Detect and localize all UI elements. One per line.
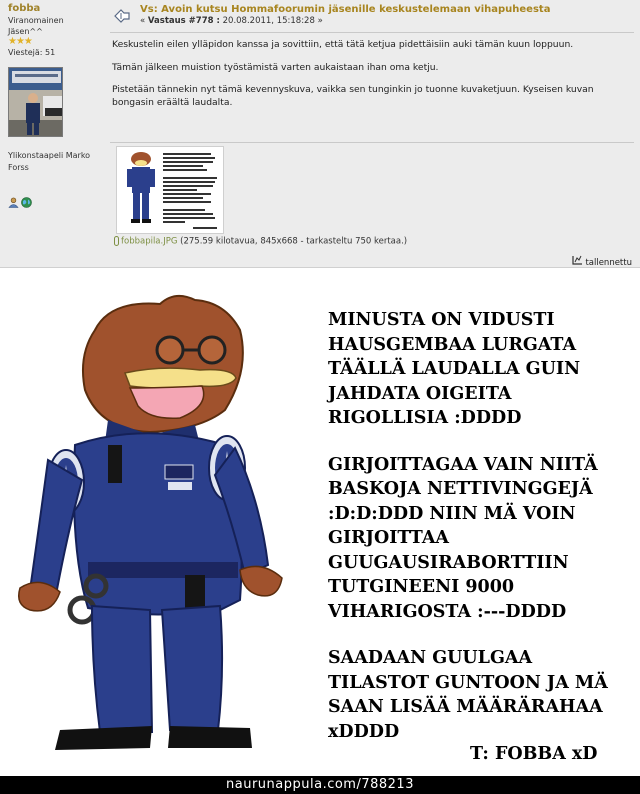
avatar: [8, 67, 63, 137]
save-icon: [572, 258, 586, 268]
meme-line: xDDDD: [328, 721, 400, 742]
meme-line: SAAN LISÄÄ MÄÄRÄRAHAA: [328, 697, 603, 717]
attachment-link[interactable]: fobbapila.JPG: [121, 236, 178, 247]
globe-icon[interactable]: [21, 193, 32, 212]
meme-line: SAADAAN GUULGAA: [328, 648, 533, 668]
post-reply-number: Vastaus #778 :: [147, 16, 220, 26]
meme-image: [0, 270, 640, 776]
meme-line: :D:D:DDD NIIN MÄ VOIN: [328, 503, 576, 524]
save-link[interactable]: [572, 255, 632, 268]
attachment-details: (275.59 kilotavua, 845x668 - tarkasteltu 750 kertaa.): [177, 236, 408, 247]
meme-line: RIGOLLISIA :DDDD: [328, 408, 522, 428]
meme-line: GIRJOITTAGAA VAIN NIITÄ: [328, 454, 598, 475]
watermark-footer: naurunappula.com/788213: [0, 776, 640, 794]
attachment-thumbnail[interactable]: [116, 146, 224, 234]
attachment-info: [114, 236, 407, 247]
meme-line: MINUSTA ON VIDUSTI: [328, 310, 555, 330]
poster-personal-text: Ylikonstaapeli Marko Forss: [8, 151, 91, 172]
meme-line: TUTGINEENI 9000: [328, 577, 515, 597]
post-subject-link[interactable]: Vs: Avoin kutsu Hommafoorumin jäsenille keskustelemaan vihapuheesta: [140, 4, 551, 15]
poster-username[interactable]: fobba: [8, 3, 41, 14]
save-label: tallennettu: [585, 258, 632, 268]
paperclip-icon: [114, 236, 119, 246]
forum-post: [0, 0, 640, 268]
meme-paragraph: [328, 308, 628, 431]
meme-signature: T: FOBBA xD: [470, 744, 598, 764]
meme-paragraph: [328, 453, 628, 625]
post-date: 20.08.2011, 15:18:28 »: [219, 16, 323, 26]
meme-line: HAUSGEMBAA LURGATA: [328, 334, 577, 355]
post-paragraph: Keskustelin eilen ylläpidon kanssa ja sovittiin, että tätä ketjua pidettäisiin auki tämän kuun loppuun.: [112, 39, 574, 50]
police-frog-drawing: [0, 270, 330, 776]
post-message: [112, 39, 632, 119]
meme-text: [328, 308, 628, 766]
post-body: [110, 0, 634, 268]
divider: [110, 142, 634, 143]
poster-post-count: Viestejä: 51: [8, 48, 56, 57]
post-icon: [114, 8, 130, 22]
poster-rank: Viranomainen: [8, 16, 64, 25]
poster-group: Jäsen^^: [8, 27, 43, 36]
post-meta-prefix: «: [140, 16, 148, 26]
post-meta: [140, 16, 323, 26]
divider: [110, 32, 634, 33]
meme-line: JAHDATA OIGEITA: [328, 383, 512, 404]
rank-stars-icon: ★★★: [8, 36, 32, 47]
meme-line: VIHARIGOSTA :---DDDD: [328, 601, 567, 622]
post-paragraph: Tämän jälkeen muistion työstämistä varten aukaistaan ihan oma ketju.: [112, 61, 439, 73]
profile-icon[interactable]: [8, 193, 19, 212]
meme-line: TILASTOT GUNTOON JA MÄ: [328, 672, 608, 693]
post-paragraph: Pistetään tännekin nyt tämä kevennyskuva, vaikka sen tunginkin jo tuonne kuvaketjuun. Kyseisen kuvan bongasin eräältä laudalta.: [112, 84, 594, 108]
poster-info: [0, 0, 106, 268]
meme-line: GIRJOITTAA: [328, 528, 450, 548]
meme-line: TÄÄLLÄ LAUDALLA GUIN: [328, 359, 581, 379]
meme-line: GUUGAUSIRABORTTIIN: [328, 552, 569, 573]
meme-line: BASKOJA NETTIVINGGEJÄ: [328, 479, 593, 499]
meme-paragraph: [328, 646, 628, 744]
